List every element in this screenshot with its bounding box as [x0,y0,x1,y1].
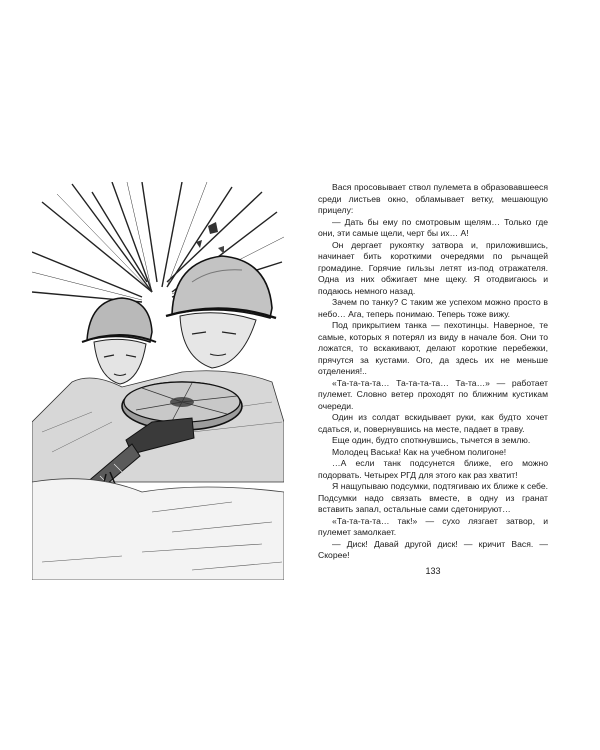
paragraph: — Дать бы ему по смотровым щелям… Только где они, эти самые щели, черт бы их… А! [318,216,548,238]
paragraph: Один из солдат вскидывает руки, как будто хочет сдаться, и, повернувшись на месте, падает в траву. [318,412,548,434]
page-number: 133 [425,566,441,576]
illustration-soldiers-machine-gun [32,182,284,580]
paragraph: Под прикрытием танка — пехотинцы. Наверное, те самые, которых я потерял из виду в начале боя. Они то ложатся, то вскакивают, делают короткие перебежки, прячутся за кустами. Ого, да здесь их не меньше отделения!.. [318,320,548,376]
paragraph: Зачем по танку? С таким же успехом можно просто в небо… Ага, теперь понимаю. Теперь тоже вижу. [318,297,548,319]
paragraph: — Диск! Давай другой диск! — кричит Вася. — Скорее! [318,538,548,560]
paragraph: «Та-та-та-та… так!» — сухо лязгает затвор, и пулемет замолкает. [318,515,548,537]
paragraph: «Та-та-та-та… Та-та-та-та… Та-та…» — работает пулемет. Словно ветер проходят по ближним кустикам очереди. [318,377,548,411]
paragraph: …А если танк подсунется ближе, его можно подорвать. Четырех РГД для этого как раз хватит! [318,458,548,480]
paragraph: Молодец Васька! Как на учебном полигоне! [332,446,507,457]
paragraph: Он дергает рукоятку затвора и, приложившись, начинает бить короткими очередями по рычащей громадине. Горячие гильзы летят из-под отражателя. Одна из них обжигает мне щеку. Я отодвигаюсь и подаюсь немного назад. [318,239,548,296]
paragraph: Я нащупываю подсумки, подтягиваю их ближе к себе. Подсумки надо связать вместе, в одну из гранат вставить запал, остальные сами сдетонируют… [318,481,548,514]
paragraph: Вася просовывает ствол пулемета в образовавшееся среди листьев окно, обламывает ветку, мешающую прицелу: [318,182,548,215]
paragraph: Еще один, будто споткнувшись, тычется в землю. [332,435,531,445]
body-text [318,182,548,562]
